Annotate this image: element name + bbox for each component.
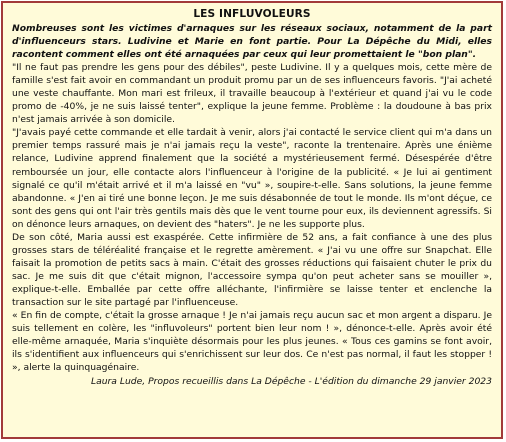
- article-title: LES INFLUVOLEURS: [193, 8, 311, 20]
- article-box: [1, 1, 503, 439]
- article-paragraph-1: "Il ne faut pas prendre les gens pour des débiles", peste Ludivine. Il y a quelques mois, cette mère de famille s'est fait avoir en commandant un produit promu par un de ses influenceurs favoris. "J'ai acheté une veste chauffante. Mon mari est frileux, il travaille beaucoup à l'extérieur et quand j'ai vu le code promo de -40%, je ne suis laissé tenter", explique la jeune femme. Problème : la doudoune à bas prix n'est jamais arrivée à son domicile.: [12, 62, 492, 126]
- article-intro: Nombreuses sont les victimes d'arnaques sur les réseaux sociaux, notamment de la part d'influenceurs stars. Ludivine et Marie en font partie. Pour La Dépêche du Midi, elles racontent comment elles ont été arnaquées par ceux qui leur promettaient le "bon plan".: [12, 23, 492, 61]
- article-paragraph-3: De son côté, Maria aussi est exaspérée. Cette infirmière de 52 ans, a fait confiance à une des plus grosses stars de téléréalité française et le regrette amèrement. « J'ai vu une offre sur Snapchat. Elle faisait la promotion de petits sacs à main. C'était des grosses réductions qui faisaient chuter le prix du sac. Je me suis dit que c'était mignon, l'accessoire sympa qu'on peut acheter sans se mouiller », explique-t-elle. Emballée par cette offre alléchante, l'infirmière se laisse tenter et enclenche la transaction sur le site partagé par l'influenceuse.: [12, 231, 492, 308]
- article-paragraph-2: "J'avais payé cette commande et elle tardait à venir, alors j'ai contacté le service client qui m'a dans un premier temps rassuré mais je n'ai jamais reçu la veste", raconte la trentenaire. Après une énième relance, Ludivine apprend finalement que la société a mystérieusement fermé. Désespérée d'être remboursée un jour, elle contacte alors l'influenceur à l'origine de la publicité. « Je lui ai gentiment signalé ce qu'il m'était arrivé et il m'a laissé en "vu" », soupire-t-elle. Sans solutions, la jeune femme abandonne. « J'en ai tiré une bonne leçon. Je me suis désabonnée de tout le monde. Ils m'ont déçue, ce sont des gens qui ont l'air très gentils mais dès que le vent tourne pour eux, ils deviennent agressifs. Si on dénonce leurs arnaques, on devient des "haters". Je ne les supporte plus.: [12, 127, 492, 230]
- article-paragraph-4: « En fin de compte, c'était la grosse arnaque ! Je n'ai jamais reçu aucun sac et mon argent a disparu. Je suis tellement en colère, les "influvoleurs" portent bien leur nom ! », dénonce-t-elle. Après avoir été elle-même arnaquée, Maria s'inquiète désormais pour les plus jeunes. « Tous ces gamins se font avoir, ils s'identifient aux influenceurs qui s'enrichissent sur leur dos. Ce n'est pas normal, il faut les stopper ! », alerte la quinquagénaire.: [12, 310, 492, 374]
- article-credit: Laura Lude, Propos recueillis dans La Dépêche - L'édition du dimanche 29 janvier 2023: [90, 376, 492, 388]
